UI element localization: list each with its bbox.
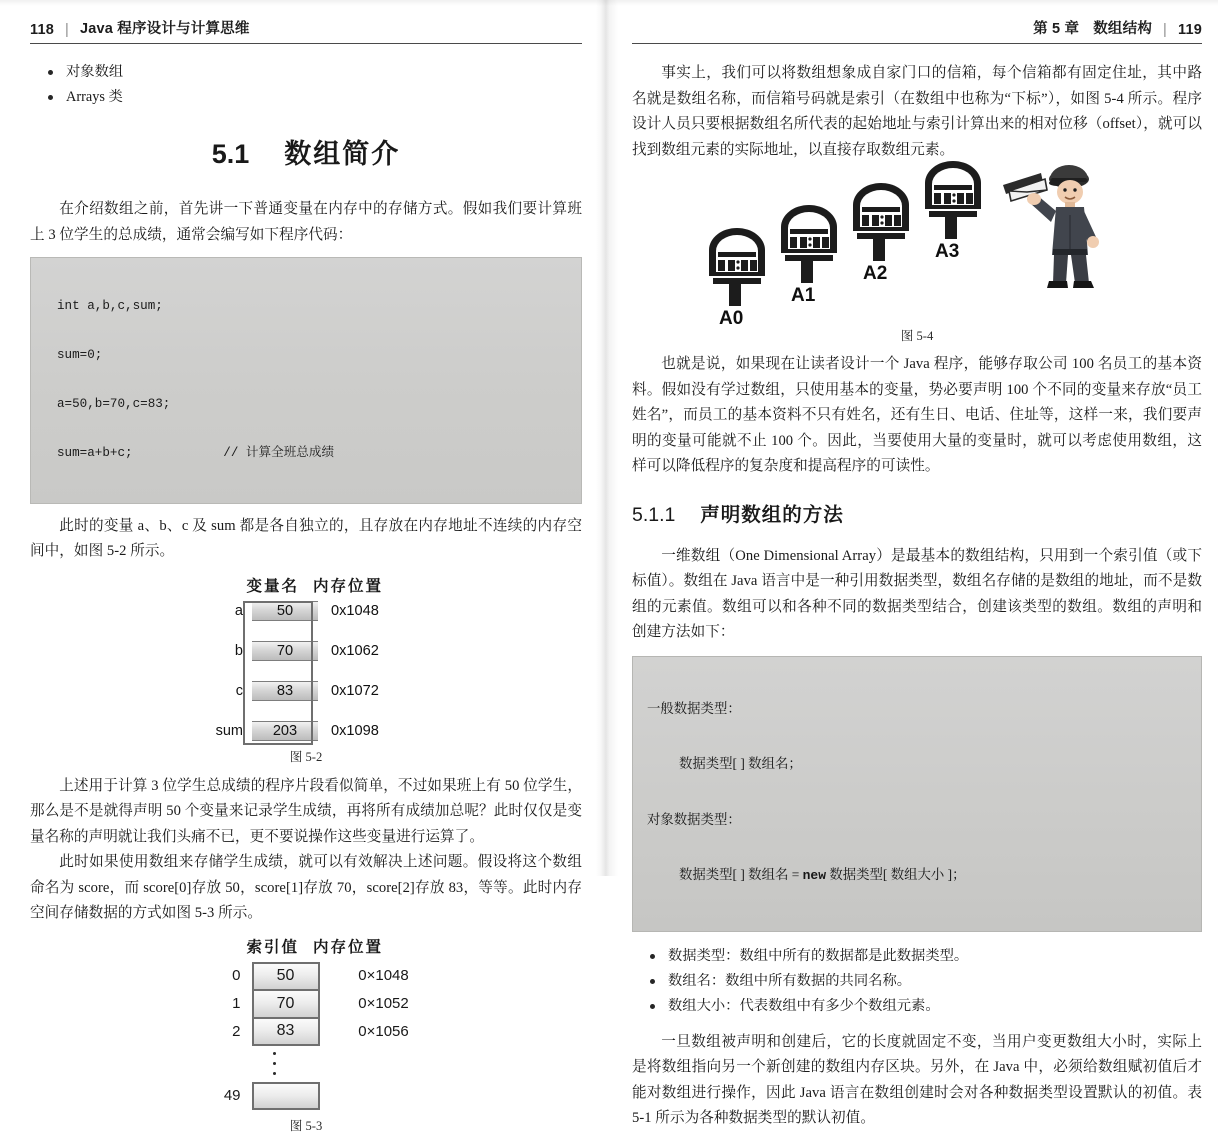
array-cell	[252, 1082, 320, 1110]
array-address: 0×1048	[358, 967, 409, 985]
vertical-dots-icon	[241, 1046, 309, 1082]
list-item	[632, 969, 1202, 994]
memory-address: 0x1098	[331, 722, 379, 739]
right-runhead-chapter: 第 5 章	[1033, 21, 1080, 37]
memory-row	[181, 621, 431, 641]
memory-address: 0x1048	[331, 602, 379, 619]
memory-row-label: b	[234, 642, 243, 659]
mailbox-icon	[921, 161, 995, 239]
mailbox-icon	[705, 228, 779, 306]
left-runhead-separator: |	[65, 22, 69, 38]
bullet-text: 数组名：数组中所有数据的共同名称。	[668, 972, 912, 989]
left-paragraph-2: 此时的变量 a、b、c 及 sum 都是各自独立的，且存放在内存地址不连续的内存空间中，如图 5-2 所示。	[30, 517, 582, 560]
memory-row-label: sum	[215, 722, 243, 739]
array-index-label: 1	[232, 995, 241, 1013]
array-row	[179, 990, 434, 1018]
memory-diagram-array	[179, 935, 434, 1110]
right-paragraph-4: 一旦数组被声明和创建后，它的长度就固定不变，当用户变更数组大小时，实际上是将数组指向另一个新创建的数组内存区块。另外，在 Java 中，必须给数组赋初值后才能对数组进行操作，因此 Java 语言在数组创建时会对各种数据类型设置默认的初值。表 5-1 所示为各种数据类型的默认初值。	[632, 1033, 1202, 1126]
mailbox-a1	[777, 205, 851, 306]
figure-5-2-caption: 图 5-2	[289, 749, 323, 764]
left-paragraph-1: 在介绍数组之前，首先讲一下普通变量在内存中的存储方式。假如我们要计算班上 3 位学生的总成绩，通常会编写如下程序代码：	[30, 201, 582, 243]
left-paragraph-4: 此时如果使用数组来存储学生成绩，就可以有效解决上述问题。假设将这个数组命名为 score，而 score[0]存放 50，score[1]存放 70，score[2]存放 83，等等。此时内存空间存储数据的方式如图 5-3 所示。	[30, 854, 582, 922]
memory-row	[181, 681, 431, 701]
memory-row	[181, 701, 431, 721]
section-title: 数组简介	[284, 139, 401, 169]
code-line: a=50,b=70,c=83;	[57, 397, 171, 412]
memory-row-label: c	[235, 682, 243, 699]
array-cell: 83	[252, 1018, 320, 1046]
array-index-label: 2	[232, 1023, 241, 1041]
right-running-head	[632, 0, 1202, 44]
array-ellipsis	[179, 1046, 434, 1082]
array-address: 0×1052	[358, 995, 409, 1013]
bullet-text: 数组大小：代表数组中有多少个数组元素。	[668, 997, 940, 1014]
memory-cell	[252, 661, 318, 681]
memory-cell	[252, 621, 318, 641]
figure-5-2-body	[181, 601, 431, 741]
array-terms-bullet-list	[632, 944, 1202, 1019]
memory-cell	[252, 701, 318, 721]
left-running-head	[30, 0, 582, 44]
list-item	[30, 85, 582, 110]
bullet-dot-icon	[650, 954, 655, 959]
subsection-number: 5.1.1	[632, 503, 676, 526]
memory-row-label: a	[234, 602, 243, 619]
right-runhead-title: 数组结构	[1093, 21, 1153, 37]
left-paragraph-3: 上述用于计算 3 位学生总成绩的程序片段看似简单，不过如果班上有 50 位学生，那么是不是就得声明 50 个变量来记录学生成绩，再将所有成绩加总呢？此时仅仅是变量名称的声明就让我们头痛不已，更不要说操作这些变量进行运算了。	[30, 777, 582, 845]
right-paragraph-3: 一维数组（One Dimensional Array）是最基本的数组结构，只用到一个索引值（或下标值）。数组在 Java 语言中是一种引用数据类型，数组名存储的是数组的地址，而不是数组的元素值。数组可以和各种不同的数据类型结合，创建该类型的数组。数组的声明和创建方法如下：	[632, 547, 1202, 640]
bullet-dot-icon	[650, 979, 655, 984]
mailbox-a2	[849, 183, 923, 284]
figure-5-3-body	[179, 962, 434, 1110]
mailbox-icon	[777, 205, 851, 283]
syntax-block-array-declaration	[632, 656, 1202, 932]
bullet-text: 对象数组	[66, 64, 124, 80]
top-bullet-list	[30, 60, 582, 110]
section-heading	[30, 132, 582, 171]
list-item	[632, 994, 1202, 1019]
bullet-dot-icon	[48, 70, 53, 75]
memory-row	[181, 641, 431, 661]
bullet-dot-icon	[48, 95, 53, 100]
memory-row	[181, 721, 431, 741]
memory-diagram-variables	[181, 574, 431, 741]
code-line: int a,b,c,sum;	[57, 298, 163, 313]
left-page	[0, 0, 604, 1133]
syntax-line: 数据类型[ ] 数组名；	[679, 756, 802, 771]
mailbox-a0	[705, 228, 779, 329]
array-address: 0×1056	[358, 1023, 409, 1041]
figure-5-4	[632, 165, 1202, 344]
figure-5-3	[30, 935, 582, 1134]
right-runhead-rule	[632, 43, 1202, 44]
array-index-label: 49	[223, 1087, 241, 1105]
code-block-variables	[30, 257, 582, 504]
ellipsis-spacer	[179, 1046, 241, 1082]
figure-5-2-headers	[181, 574, 431, 596]
memory-row	[181, 661, 431, 681]
code-line: sum=0;	[57, 348, 103, 363]
array-row	[179, 1018, 434, 1046]
mailbox-label: A3	[935, 241, 960, 262]
figure-5-3-caption: 图 5-3	[289, 1118, 323, 1133]
figure-5-3-header-right: 内存位置	[313, 938, 384, 956]
memory-address: 0x1072	[331, 682, 379, 699]
right-paragraph-1: 事实上，我们可以将数组想象成自家门口的信箱，每个信箱都有固定住址，其中路名就是数组名称，而信箱号码就是索引（在数组中也称为“下标”），如图 5-4 所示。程序设计人员只要根据数组名所代表的起始地址与索引计算出来的相对位移（offset），就可以找到数组元素的实际地址，以直接存取数组元素。	[632, 65, 1202, 158]
mailbox-illustration	[697, 165, 1137, 329]
bullet-text: 数据类型：数组中所有的数据都是此数据类型。	[668, 947, 969, 964]
array-cell: 50	[252, 962, 320, 990]
memory-address: 0x1062	[331, 642, 379, 659]
memory-cell: 203	[252, 721, 318, 741]
right-page	[604, 0, 1218, 1126]
mailbox-label: A1	[791, 285, 816, 306]
figure-5-2-header-right: 内存位置	[313, 577, 384, 595]
mailbox-icon	[849, 183, 923, 261]
syntax-keyword-new: new	[802, 868, 827, 883]
right-paragraph-2: 也就是说，如果现在让读者设计一个 Java 程序，能够存取公司 100 名员工的基本资料。假如没有学过数组，只使用基本的变量，势必要声明 100 个不同的变量来存放“员工姓名”，而员工的基本资料不只有姓名，还有生日、电话、住址等，这样一来，我们要声明的变量可能就不止 100 个。因此，当要使用大量的变量时，就可以考虑使用数组，这样可以降低程序的复杂度和提高程序的可读性。	[632, 356, 1202, 474]
left-runhead-title: Java 程序设计与计算思维	[79, 21, 250, 37]
left-page-folio: 118	[30, 22, 54, 38]
section-number: 5.1	[211, 139, 250, 169]
array-cell: 70	[252, 990, 320, 1018]
left-runhead-rule	[30, 43, 582, 44]
subsection-title: 声明数组的方法	[700, 503, 844, 526]
memory-cell: 83	[252, 681, 318, 701]
array-row-last	[179, 1082, 434, 1110]
array-index-label: 0	[232, 967, 241, 985]
memory-cell: 50	[252, 601, 318, 621]
syntax-pre: 数据类型[ ] 数组名 =	[679, 867, 803, 882]
memory-row	[181, 601, 431, 621]
right-page-folio: 119	[1178, 22, 1202, 38]
code-line: sum=a+b+c; // 计算全班总成绩	[57, 446, 335, 461]
mailbox-label: A0	[719, 308, 744, 329]
right-runhead-separator: |	[1163, 22, 1167, 38]
postman-figure-icon	[997, 159, 1117, 294]
figure-5-2	[30, 574, 582, 765]
figure-5-2-header-left: 变量名	[246, 577, 299, 595]
array-row	[179, 962, 434, 990]
syntax-line: 对象数据类型：	[647, 811, 741, 827]
mailbox-label: A2	[863, 263, 888, 284]
mailbox-a3	[921, 161, 995, 262]
list-item	[30, 60, 582, 85]
syntax-post: 数据类型[ 数组大小 ]；	[826, 867, 966, 882]
syntax-line: 一般数据类型：	[647, 700, 741, 716]
bullet-dot-icon	[650, 1004, 655, 1009]
figure-5-3-header-left: 索引值	[246, 938, 299, 956]
bullet-text: Arrays 类	[66, 89, 123, 105]
memory-cell: 70	[252, 641, 318, 661]
postman-icon	[997, 159, 1117, 289]
figure-5-3-headers	[179, 935, 434, 957]
figure-5-4-caption: 图 5-4	[900, 329, 934, 343]
subsection-heading	[632, 499, 1202, 527]
list-item	[632, 944, 1202, 969]
